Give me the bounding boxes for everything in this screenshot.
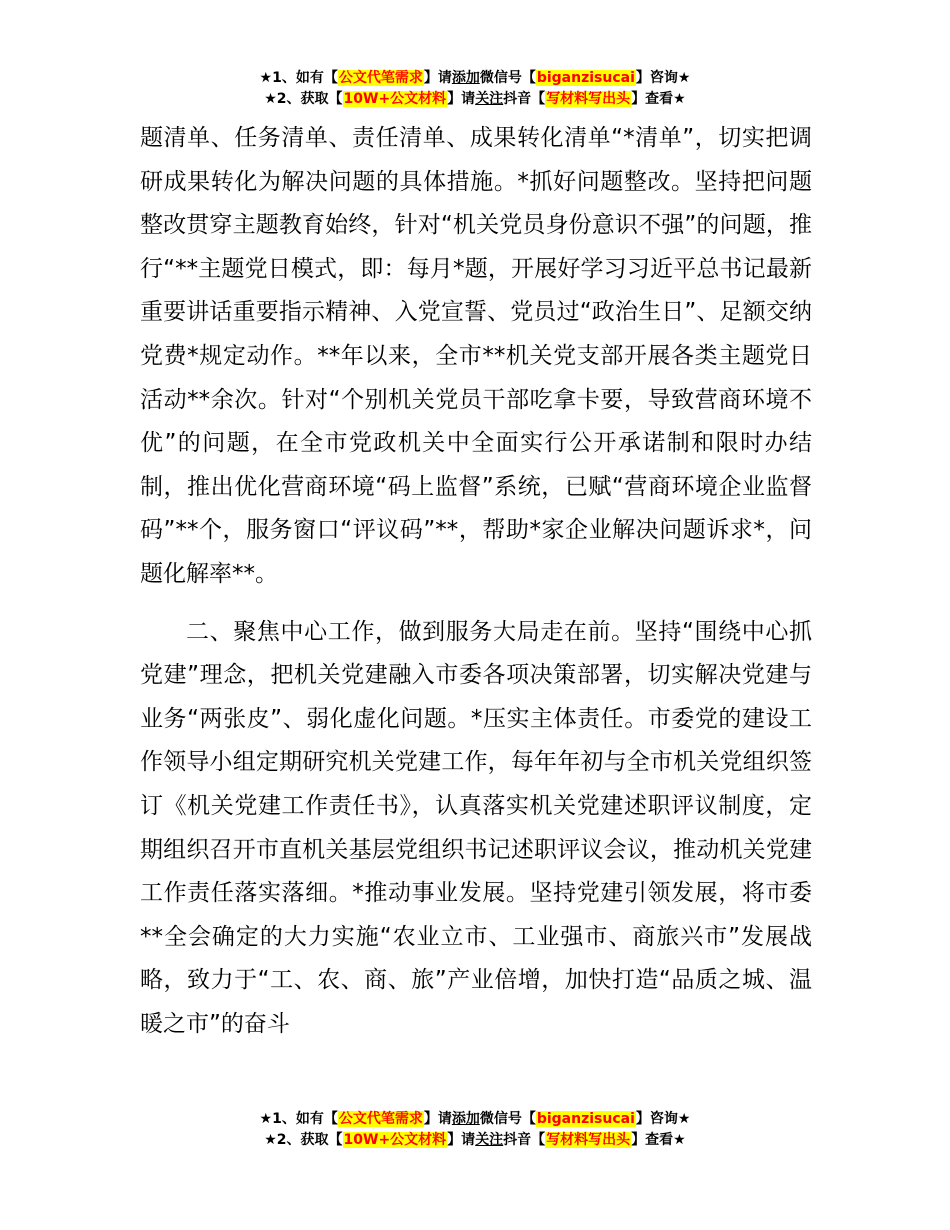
banner-text: 抖音【: [503, 91, 546, 107]
highlight-service: 公文代笔需求: [338, 1111, 423, 1127]
body-paragraph: 题清单、任务清单、责任清单、成果转化清单“*清单”，切实把调研成果转化为解决问题的具体措施。*抓好问题整改。坚持把问题整改贯穿主题教育始终，针对“机关党员身份意识不强”的问题，推行“**主题党日模式，即：每月*题，开展好学习习近平总书记最新重要讲话重要指示精神、入党宣誓、党员过“政治生日”、足额交纳党费*规定动作。**年以来，全市**机关党支部开展各类主题党日活动**余次。针对“个别机关党员干部吃拿卡要，导致营商环境不优”的问题，在全市党政机关中全面实行公开承诺制和限时办结制，推出优化营商环境“码上监督”系统，已赋“营商环境企业监督码”**个，服务窗口“评议码”**，帮助*家企业解决问题诉求*，问题化解率**。: [140, 125, 812, 587]
document-body: [140, 117, 812, 1046]
banner-text: 微信号【: [479, 1111, 536, 1127]
banner-emphasis: 添加: [451, 1111, 480, 1127]
banner-emphasis: 关注: [475, 1132, 504, 1148]
banner-line-1: [0, 1109, 950, 1130]
banner-text: ★1、如有【: [259, 70, 338, 86]
highlight-douyin: 写材料写出头: [546, 1132, 631, 1148]
banner-line-1: [0, 68, 950, 89]
highlight-wechat-id: biganzisucai: [536, 1111, 635, 1127]
header-banner: [0, 68, 950, 110]
highlight-douyin: 写材料写出头: [546, 91, 631, 107]
banner-text: 微信号【: [479, 70, 536, 86]
highlight-materials: 10W+公文材料: [343, 1132, 447, 1148]
banner-emphasis: 添加: [451, 70, 480, 86]
body-paragraph: 二、聚焦中心工作，做到服务大局走在前。坚持“围绕中心抓党建”理念，把机关党建融入市委各项决策部署，切实解决党建与业务“两张皮”、弱化虚化问题。*压实主体责任。市委党的建设工作领导小组定期研究机关党建工作，每年年初与全市机关党组织签订《机关党建工作责任书》，认真落实机关党建述职评议制度，定期组织召开市直机关基层党组织书记述职评议会议，推动机关党建工作责任落实落细。*推动事业发展。坚持党建引领发展，将市委**全会确定的大力实施“农业立市、工业强市、商旅兴市”发展战略，致力于“工、农、商、旅”产业倍增，加快打造“品质之城、温暖之市”的奋斗: [140, 618, 812, 1037]
banner-text: ★2、获取【: [264, 1132, 343, 1148]
highlight-wechat-id: biganzisucai: [536, 70, 635, 86]
banner-text: 】请: [447, 91, 476, 107]
banner-text: 抖音【: [503, 1132, 546, 1148]
banner-text: 】查看★: [631, 1132, 686, 1148]
footer-banner: [0, 1109, 950, 1151]
banner-text: 】咨询★: [635, 1111, 691, 1127]
banner-text: 】请: [423, 70, 452, 86]
highlight-materials: 10W+公文材料: [343, 91, 447, 107]
banner-line-2: [0, 89, 950, 110]
banner-text: 】咨询★: [635, 70, 691, 86]
banner-text: ★1、如有【: [259, 1111, 338, 1127]
banner-text: 】查看★: [631, 91, 686, 107]
banner-text: ★2、获取【: [264, 91, 343, 107]
banner-line-2: [0, 1130, 950, 1151]
banner-text: 】请: [447, 1132, 476, 1148]
banner-emphasis: 关注: [475, 91, 504, 107]
banner-text: 】请: [423, 1111, 452, 1127]
highlight-service: 公文代笔需求: [338, 70, 423, 86]
